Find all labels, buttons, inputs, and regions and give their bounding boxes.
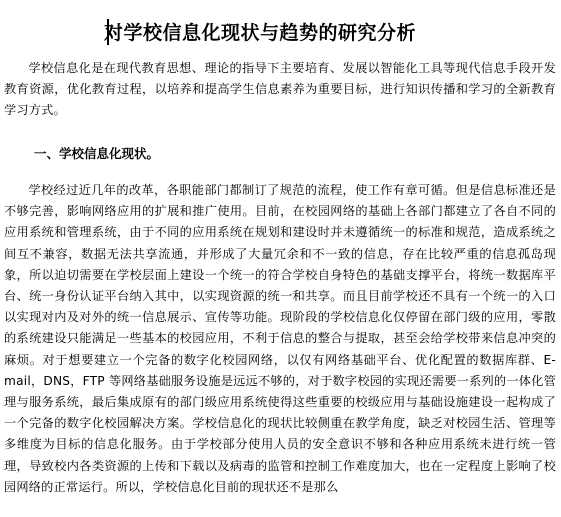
section-heading: 一、学校信息化现状。 [34, 146, 160, 161]
intro-paragraph: 学校信息化是在现代教育思想、理论的指导下主要培育、发展以智能化工具等现代信息手段开发教育资源，优化教育过程，以培养和提高学生信息素养为重要目标，进行知识传播和学习的全新教育学习方式。 [4, 61, 556, 118]
document-title: 对学校信息化现状与趋势的研究分析 [104, 22, 417, 44]
section-body-paragraph: 学校经过近几年的改革，各职能部门都制订了规范的流程，使工作有章可循。但是信息标准还是不够完善，影响网络应用的扩展和推广使用。目前，在校园网络的基础上各部门都建立了各自不同的应用系统和管理系统，由于不同的应用系统在规划和建设时并未遵循统一的标准和规范，造成系统之间互不兼容，数据无法共享流通，并形成了大量冗余和不一致的信息，存在比较严重的信息孤岛现象，所以迫切需要在学校层面上建设一个统一的符合学校自身特色的基础支撑平台，将统一数据库平台、统一身份认证平台纳入其中，以实现资源的统一和共享。而且目前学校还不具有一个统一的入口以实现对内及对外的统一信息展示、宣传等功能。现阶段的学校信息化仅停留在部门级的应用，零散的系统建设只能满足一些基本的校园应用，不利于信息的整合与提取，甚至会给学校带来信息冲突的麻烦。对于想要建立一个完备的数字化校园网络，以仅有网络基础平台、优化配置的数据库群、E-mail，DNS，FTP 等网络基础服务设施是远远不够的，对于数字校园的实现还需要一系列的一体化管理与服务系统，最后集成原有的部门级应用系统使得这些重要的校级应用与基础设施建设一起构成了一个完备的数字化校园解决方案。学校信息化的现状比较侧重在教学角度，缺乏对校园生活、管理等多维度为目标的信息化服务。由于学校部分使用人员的安全意识不够和各种应用系统未进行统一管理，导致校内各类资源的上传和下载以及病毒的监管和控制工作难度加大，也在一定程度上影响了校园网络的正常运行。所以，学校信息化目前的现状还不是那么 [4, 183, 556, 494]
